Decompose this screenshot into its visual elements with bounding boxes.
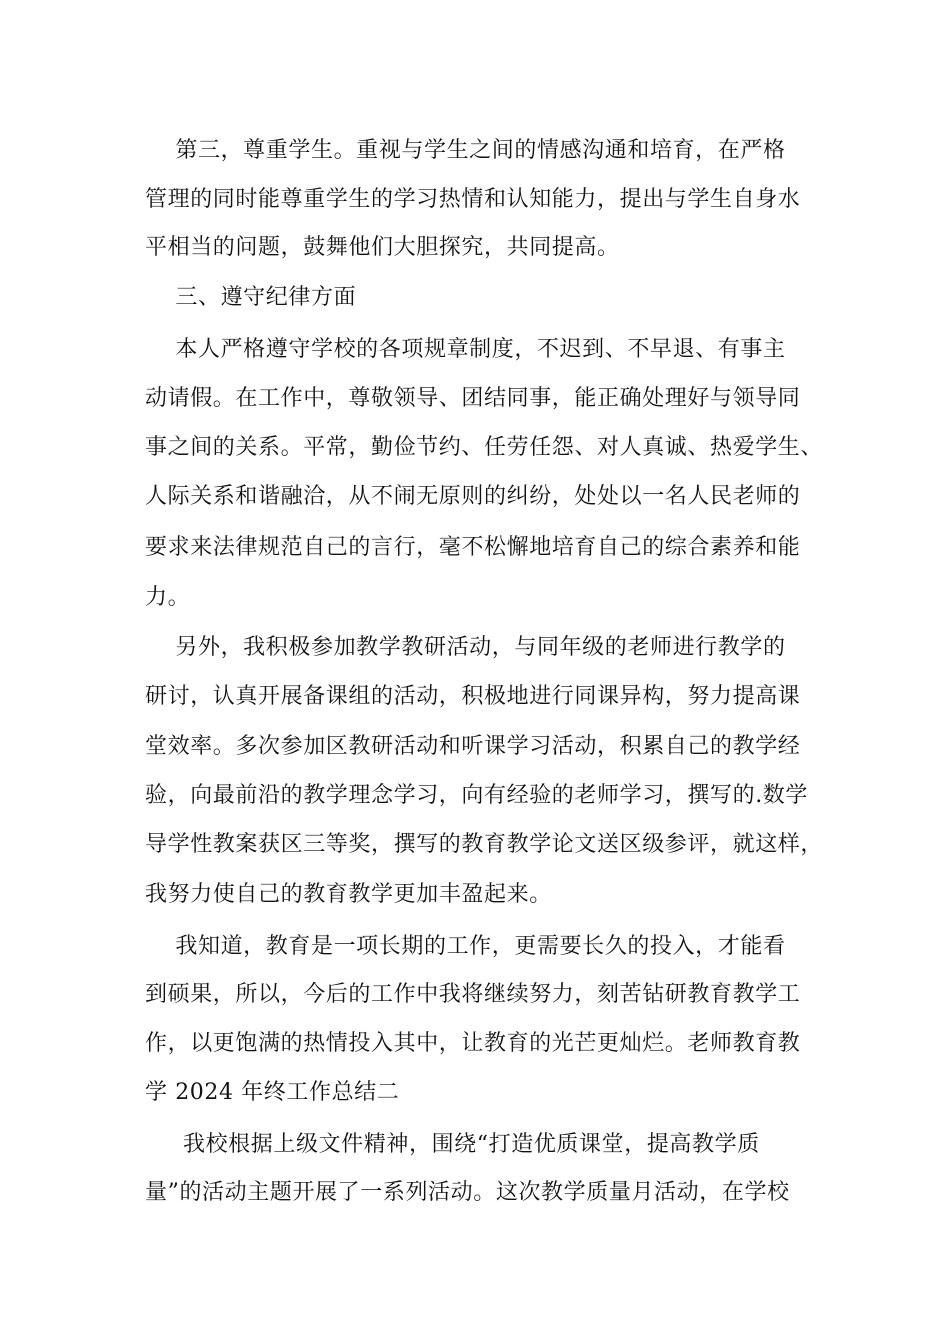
text-line: 验，向最前沿的教学理念学习，向有经验的老师学习，撰写的.数学 (145, 783, 808, 808)
text-line: 力。 (145, 585, 191, 610)
text-line: 堂效率。多次参加区教研活动和听课学习活动，积累自己的教学经 (145, 734, 801, 759)
text-line: 到硕果，所以，今后的工作中我将继续努力，刻苦钻研教育教学工 (145, 982, 801, 1007)
text-line: 我努力使自己的教育教学更加丰盈起来。 (145, 882, 552, 907)
text-line: 量”的活动主题开展了一系列活动。这次教学质量月活动，在学校 (145, 1180, 790, 1205)
text-line: 我校根据上级文件精神，围绕“打造优质课堂，提高教学质 (145, 1132, 760, 1157)
text-line: 学 2024 年终工作总结二 (145, 1080, 400, 1105)
text-line: 我知道，教育是一项长期的工作，更需要长久的投入，才能看 (145, 934, 786, 959)
text-line: 另外，我积极参加教学教研活动，与同年级的老师进行教学的 (145, 635, 786, 660)
section-heading: 三、遵守纪律方面 (145, 285, 357, 310)
text-line: 研讨，认真开展备课组的活动，积极地进行同课异构，努力提高课 (145, 684, 801, 709)
text-line: 本人严格遵守学校的各项规章制度，不迟到、不早退、有事主 (145, 337, 786, 362)
text-line: 人际关系和谐融洽，从不闹无原则的纠纷，处处以一名人民老师的 (145, 484, 801, 509)
text-line: 动请假。在工作中，尊敬领导、团结同事，能正确处理好与领导同 (145, 386, 801, 411)
text-line: 平相当的问题，鼓舞他们大胆探究，共同提高。 (145, 235, 620, 260)
text-line: 要求来法律规范自己的言行，毫不松懈地培育自己的综合素养和能 (145, 535, 801, 560)
text-line: 导学性教案获区三等奖，撰写的教育教学论文送区级参评，就这样， (145, 832, 824, 857)
text-line: 作，以更饱满的热情投入其中，让教育的光芒更灿烂。老师教育教 (145, 1031, 801, 1056)
text-line: 事之间的关系。平常，勤俭节约、任劳任怨、对人真诚、热爱学生、 (145, 435, 824, 460)
text-line: 第三，尊重学生。重视与学生之间的情感沟通和培育，在严格 (145, 138, 786, 163)
text-line: 管理的同时能尊重学生的学习热情和认知能力，提出与学生自身水 (145, 187, 801, 212)
